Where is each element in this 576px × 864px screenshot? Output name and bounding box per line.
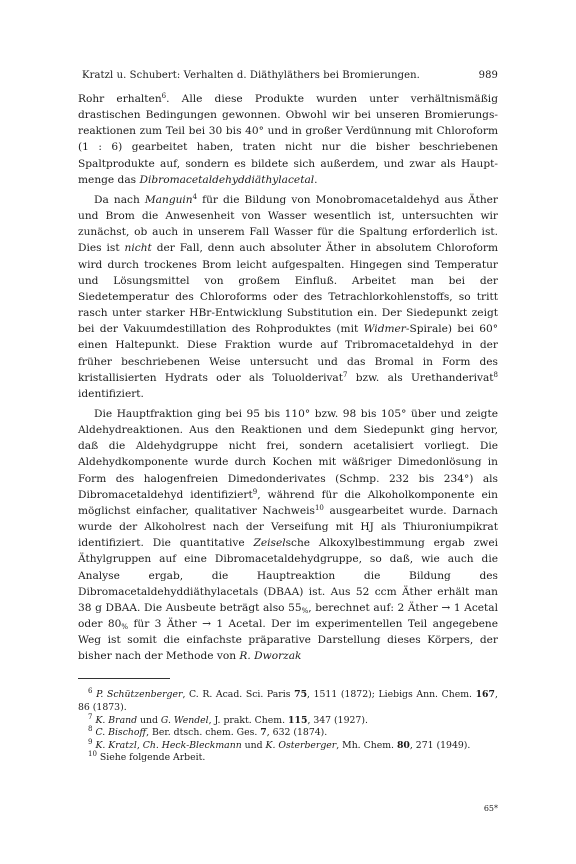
volume-number: 75 <box>294 689 308 701</box>
footnote-9 <box>78 737 498 753</box>
footnote-ref: 10 <box>314 503 324 512</box>
text-run: ausgearbeitet wurde. Darnach wurde der Alkoholrest nach der Verseifung mit HJ als Thiuroniumpikrat identifiziert. Die quantitative <box>78 504 498 550</box>
text-run: , 271 (1949). <box>409 739 471 751</box>
text-run: -Spirale) bei 60° einen Haltepunkt. Diese Fraktion wurde auf Tribromacetaldehyd in der früher beschriebenen Weise untersucht und das Bromal in Form des kristallisierten Hydrats oder als Toluolderivat <box>78 323 498 384</box>
author-name: Manguin <box>144 193 193 206</box>
footnote-number: 8 <box>88 725 93 734</box>
text-run: , Ber. dtsch. chem. Ges. <box>146 727 261 739</box>
text-run: , 347 (1927). <box>307 714 368 726</box>
footnote-ref: 6 <box>161 92 167 100</box>
text-run: Rohr erhalten <box>78 93 162 105</box>
percent-sign: % <box>121 623 129 631</box>
text-run: und <box>137 714 161 726</box>
author-name: R. Dworzak <box>239 650 302 663</box>
author-name: Zeisel <box>253 537 286 550</box>
text-run: . Alle diese Produkte wurden unter verhältnismäßig drastischen Bedingungen gewonnen. Obwohl wir bei unseren Bromierungsreaktionen zum Teil bei 30 bis 40° und in großer Verdünnung mit Chloroform (1 : 6) gearbeitet haben, traten nicht nur die bisher beschriebenen Spaltprodukte auf, sondern es bildete sich außerdem, und zwar als Hauptmenge das <box>78 93 498 186</box>
text-run: , C. R. Acad. Sci. Paris <box>182 689 295 701</box>
text-run: . <box>314 173 318 186</box>
author-name: P. Schützenberger <box>96 689 183 701</box>
page-number: 989 <box>478 70 498 81</box>
page <box>78 70 498 765</box>
author-name: C. Bischoff <box>95 727 147 739</box>
footnote-8 <box>78 727 498 740</box>
author-name: Ch. Heck-Bleckmann <box>142 739 242 751</box>
text-run: identifiziert. <box>78 387 144 400</box>
footnote-number: 7 <box>88 712 93 721</box>
footnote-7 <box>78 712 498 728</box>
text-run: Siehe folgende Arbeit. <box>96 752 206 764</box>
footnote-10 <box>78 752 498 765</box>
footnote-ref: 9 <box>252 487 258 496</box>
volume-number: 80 <box>396 739 410 751</box>
text-run: , <box>136 739 143 751</box>
author-name: G. Wendel <box>160 714 209 726</box>
yield-value: 80 <box>107 618 122 630</box>
author-name: Widmer <box>363 323 406 336</box>
footnote-ref: 4 <box>192 192 198 201</box>
text-run: Die Hauptfraktion ging bei 95 bis 110° bzw. 98 bis 105° über und zeigte Aldehydreaktionen. Aus den Reaktionen und dem Siedepunkt ging hervor, daß die Aldehydgruppe nicht frei, sondern acetalisiert vorliegt. Die Aldehydkomponente wurde durch Kochen mit wäßriger Dimedonlösung in Form des halogenfreien Dimedonderivates (Schmp. 232 bis 234°) als Dibromacetaldehyd identifiziert <box>78 407 498 501</box>
yield-value: 55 <box>288 601 302 614</box>
author-name: K. Kratzl <box>95 739 137 751</box>
text-run: bzw. als Urethanderivat <box>347 371 494 384</box>
volume-number: 7 <box>260 727 267 739</box>
paragraph-2 <box>78 192 498 402</box>
text-run: , berechnet auf: 2 Äther → 1 Acetal oder <box>78 601 498 630</box>
text-run: , während für die Alkoholkomponente ein möglichst einfacher, qualitativer Nachweis <box>78 488 499 517</box>
volume-number: 115 <box>288 714 308 726</box>
footnotes <box>78 689 498 765</box>
text-run: , 1511 (1872); Liebigs Ann. Chem. <box>307 689 476 701</box>
text-run: , 632 (1874). <box>266 727 328 739</box>
text-run: Da nach <box>94 193 145 206</box>
footnote-ref: 7 <box>343 370 348 379</box>
volume-number: 167 <box>475 689 495 701</box>
footnote-ref: 8 <box>493 370 498 379</box>
text-run: der Fall, denn auch absoluter Äther in absolutem Chloroform wird durch trockenes Brom leicht aufgespalten. Hingegen sind Temperatur und Lösungsmittel von großem Einfluß. Arbeitet man bei der Siedetemperatur des Chloroforms oder des Tetrachlorkohlenstoffs, so tritt rasch unter starker HBr-Entwicklung Substitution ein. Der Siedepunkt zeigt bei der Vakuumdestillation des Rohproduktes (mit <box>78 242 499 336</box>
footnote-number: 6 <box>88 687 93 696</box>
footnote-divider <box>78 678 170 679</box>
signature-mark: 65* <box>483 804 498 813</box>
emphasis: nicht <box>124 242 152 255</box>
text-run: für die Bildung von Monobromacetaldehyd aus Äther und Brom die Anwesenheit von Wasser wesentlich ist, untersuchten wir zunächst, ob auch in unserem Fall Wasser für die Spaltung erforderlich ist. Dies ist <box>78 193 498 255</box>
text-run: , Mh. Chem. <box>336 739 397 751</box>
author-name: K. Osterberger <box>265 739 337 751</box>
text-run: und <box>241 739 266 751</box>
compound-name: Dibromacetaldehyddiäthylacetal <box>139 173 315 186</box>
footnote-number: 10 <box>88 750 97 759</box>
author-name: K. Brand <box>95 714 138 726</box>
paragraph-3 <box>78 406 498 665</box>
percent-sign: % <box>301 606 309 615</box>
paragraph-1 <box>78 91 498 188</box>
body-text <box>78 91 498 664</box>
footnote-number: 9 <box>88 737 93 746</box>
text-run: sche Alkoxylbestimmung ergab zwei Äthylgruppen auf eine Dibromacetaldehydgruppe, so daß, wie auch die Analyse ergab, die Hauptreaktion die Bildung des Dibromacetaldehyddiäthylacetals (DBAA) ist. Aus 52 ccm Äther erhält man 38 g DBAA. Die Ausbeute beträgt also <box>78 537 498 614</box>
text-run: für 3 Äther → 1 Acetal. Der im experimentellen Teil angegebene Weg ist somit die einfachste präparative Darstellung dieses Körpers, der bisher nach der Methode von <box>78 618 498 663</box>
text-run: , 86 (1873). <box>78 689 498 714</box>
running-title: Kratzl u. Schubert: Verhalten d. Diäthyläthers bei Bromierungen. <box>82 70 420 81</box>
running-header <box>78 70 498 81</box>
text-run: , J. prakt. Chem. <box>208 714 289 726</box>
footnote-6 <box>78 689 498 714</box>
